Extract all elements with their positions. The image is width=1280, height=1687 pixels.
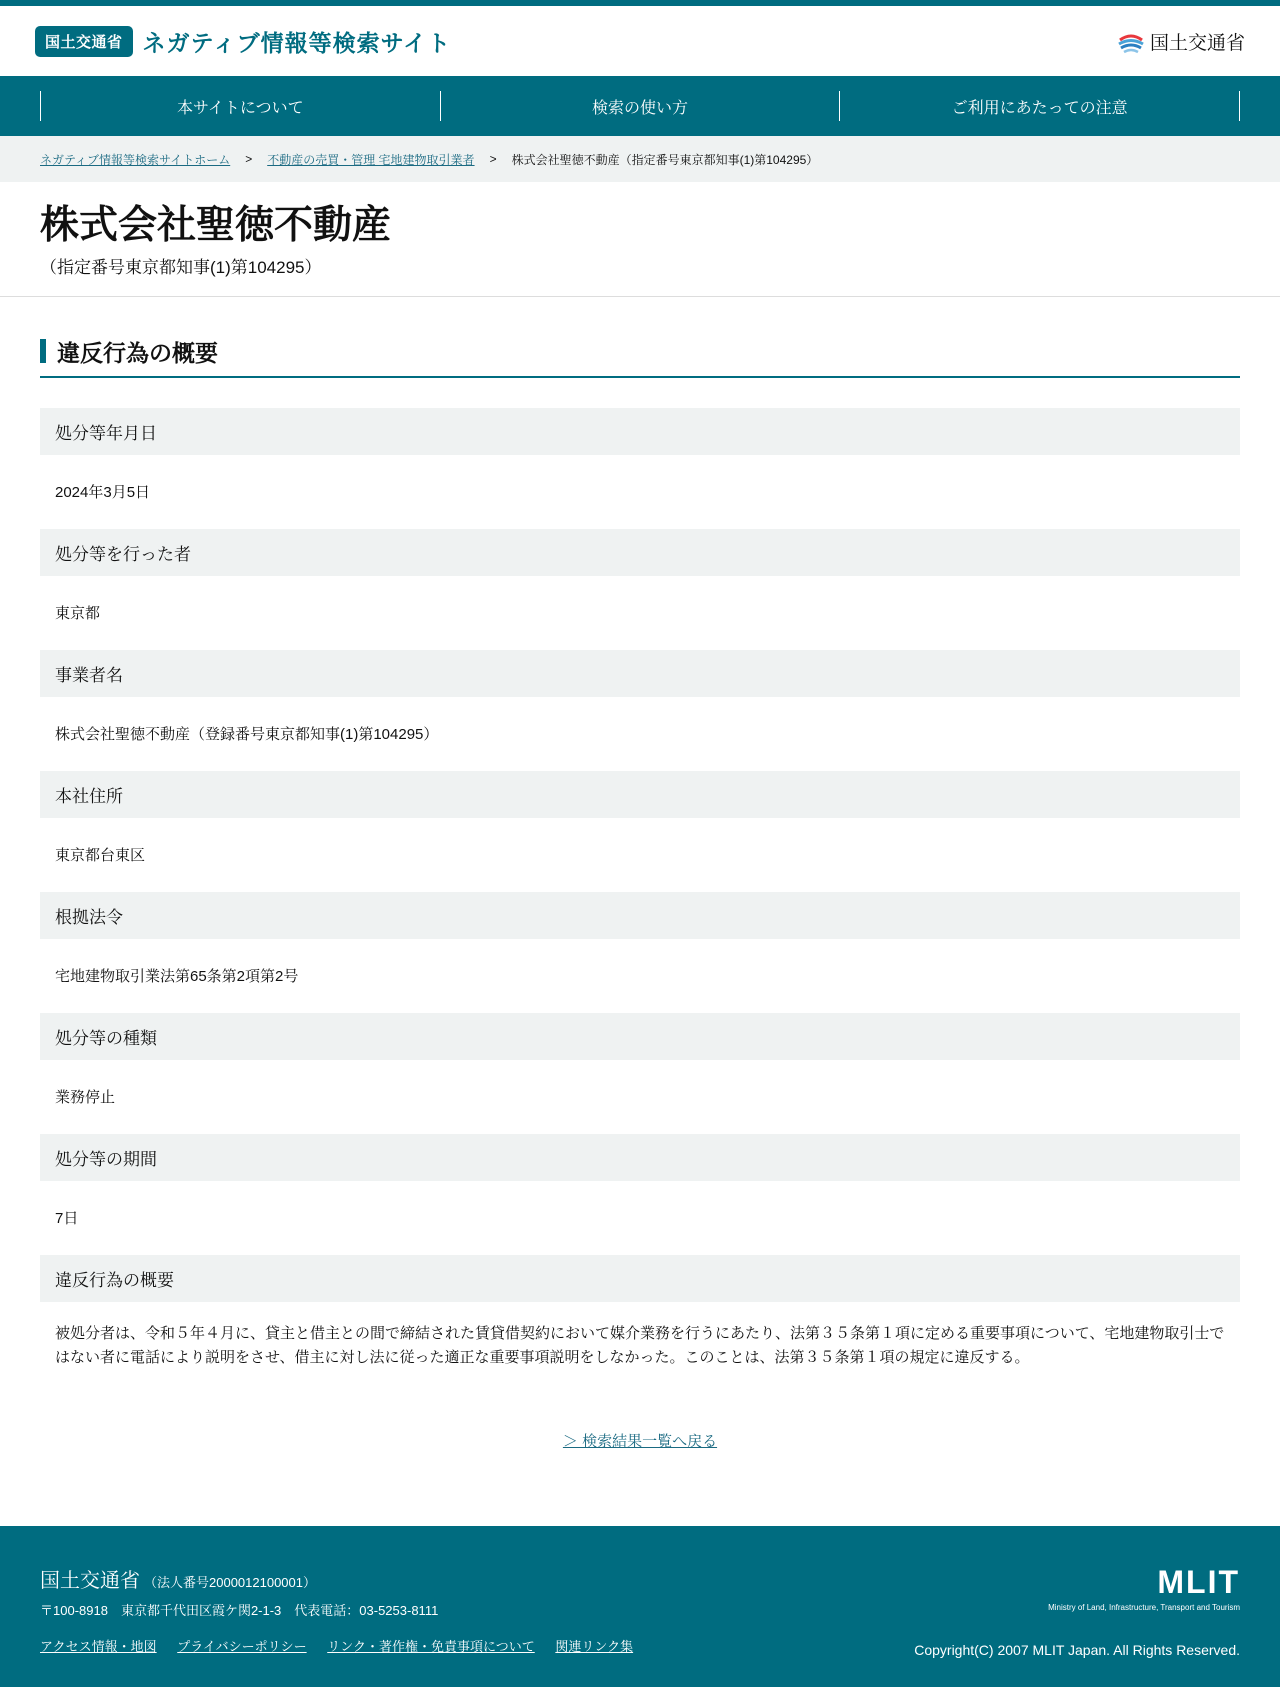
field-label-disposition-date: 処分等年月日	[40, 408, 1240, 455]
nav-item-notes[interactable]: ご利用にあたっての注意	[840, 91, 1240, 121]
section-heading-text: 違反行為の概要	[57, 339, 218, 366]
field-label-business-name: 事業者名	[40, 650, 1240, 697]
back-link-wrap	[40, 1392, 1240, 1526]
breadcrumb-separator: >	[489, 152, 497, 166]
field-value-disposition-period: 7日	[55, 1210, 79, 1228]
field-value-violation-summary: 被処分者は、令和５年４月に、貸主と借主との間で締結された賃貸借契約において媒介業務を行うにあたり、法第３５条第１項に定める重要事項について、宅地建物取引士ではない者に電話により説明をさせ、借主に対し法に従った適正な重要事項説明をしなかった。このことは、法第３５条第１項の規定に違反する。	[55, 1324, 1225, 1366]
footer-link-access[interactable]: アクセス情報・地図	[40, 1638, 157, 1654]
global-nav	[0, 76, 1280, 136]
back-to-results-link[interactable]: ＞ 検索結果一覧へ戻る	[562, 1432, 718, 1450]
footer-left	[40, 1564, 650, 1687]
breadcrumb-separator: >	[245, 152, 253, 166]
site-brand[interactable]	[35, 25, 451, 58]
site-header	[0, 6, 1280, 76]
page-title: 株式会社聖徳不動産	[40, 204, 392, 247]
nav-item-about[interactable]: 本サイトについて	[41, 91, 441, 121]
field-label-disposition-type: 処分等の種類	[40, 1013, 1240, 1060]
ministry-logo-text: 国土交通省	[1149, 32, 1245, 54]
nav-items	[40, 91, 1240, 121]
section-heading	[40, 335, 1240, 378]
field-label-disposing-authority: 処分等を行った者	[40, 529, 1240, 576]
field-value-disposing-authority: 東京都	[55, 605, 101, 623]
section-heading-bar	[40, 339, 46, 363]
footer-links	[40, 1636, 650, 1655]
copyright: Copyright(C) 2007 MLIT Japan. All Rights Reserved.	[914, 1641, 1240, 1658]
field-label-legal-basis: 根拠法令	[40, 892, 1240, 939]
footer-corp-number: （法人番号2000012100001）	[144, 1574, 316, 1590]
site-title: ネガティブ情報等検索サイト	[142, 29, 452, 56]
mlit-logo: MLIT	[1157, 1563, 1240, 1600]
breadcrumb	[0, 136, 1280, 182]
mlit-tagline: Ministry of Land, Infrastructure, Transport and Tourism	[1048, 1602, 1240, 1612]
nav-item-how-to-search[interactable]: 検索の使い方	[441, 91, 841, 121]
title-block	[0, 182, 1280, 297]
breadcrumb-current: 株式会社聖徳不動産（指定番号東京都知事(1)第104295）	[511, 152, 819, 167]
mlit-wave-icon	[1116, 26, 1146, 56]
footer-link-privacy[interactable]: プライバシーポリシー	[177, 1638, 307, 1654]
site-footer	[0, 1526, 1280, 1687]
breadcrumb-category-link[interactable]: 不動産の売買・管理 宅地建物取引業者	[267, 152, 475, 167]
field-value-business-name: 株式会社聖徳不動産（登録番号東京都知事(1)第104295）	[55, 726, 439, 744]
main-content	[0, 297, 1280, 1526]
field-label-violation-summary: 違反行為の概要	[40, 1255, 1240, 1302]
detail-fields	[40, 408, 1240, 1392]
field-label-head-office-address: 本社住所	[40, 771, 1240, 818]
field-value-legal-basis: 宅地建物取引業法第65条第2項第2号	[55, 968, 299, 986]
footer-org	[40, 1564, 650, 1593]
footer-address: 〒100-8918 東京都千代田区霞ケ関2-1-3 代表電話：03-5253-8111	[40, 1602, 439, 1618]
field-value-disposition-date: 2024年3月5日	[55, 484, 151, 502]
field-label-disposition-period: 処分等の期間	[40, 1134, 1240, 1181]
ministry-logo[interactable]	[1116, 26, 1245, 56]
field-value-head-office-address: 東京都台東区	[55, 847, 146, 865]
footer-link-related[interactable]: 関連リンク集	[555, 1638, 634, 1654]
footer-right	[914, 1564, 1240, 1687]
footer-link-copyright[interactable]: リンク・著作権・免責事項について	[327, 1638, 535, 1654]
field-value-disposition-type: 業務停止	[55, 1089, 116, 1107]
footer-org-name: 国土交通省	[40, 1569, 140, 1592]
ministry-badge: 国土交通省	[35, 26, 133, 57]
page-subtitle: （指定番号東京都知事(1)第104295）	[40, 257, 322, 277]
breadcrumb-home-link[interactable]: ネガティブ情報等検索サイトホーム	[40, 152, 231, 167]
